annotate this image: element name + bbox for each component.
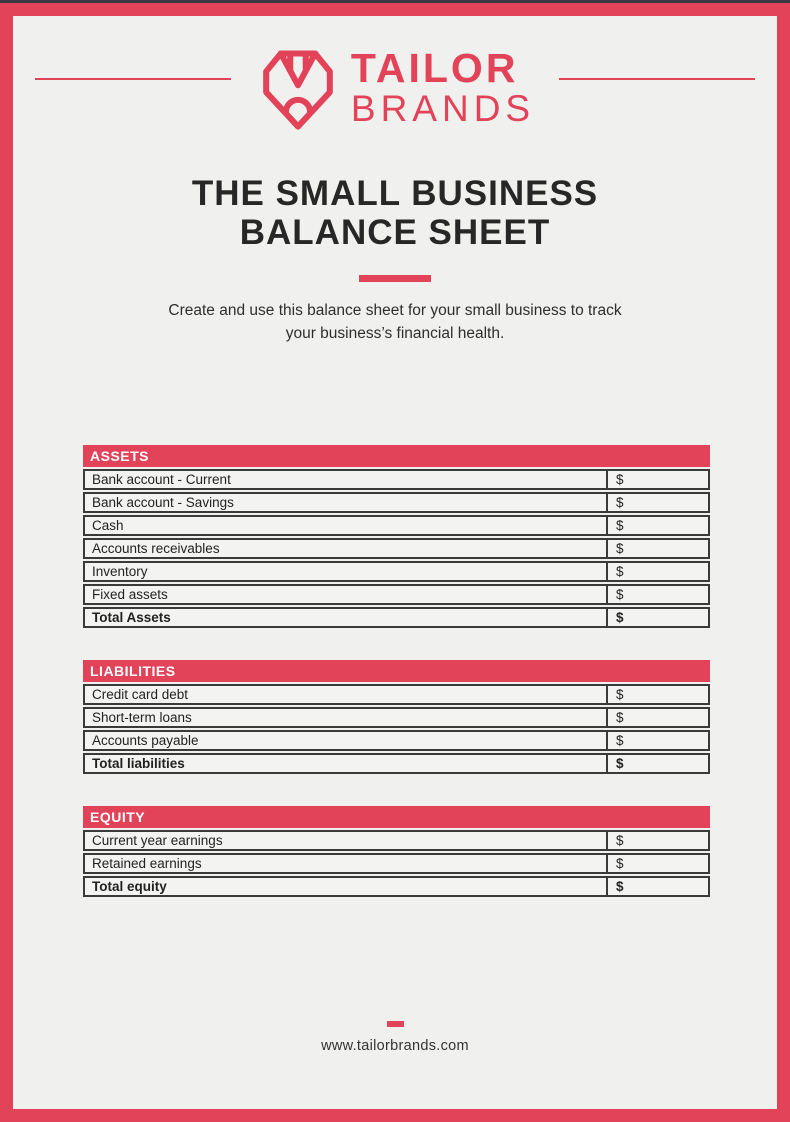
right-rule-line: [559, 78, 755, 80]
intro-line2: your business’s financial health.: [285, 325, 505, 342]
equity-table-header: EQUITY: [83, 806, 710, 828]
row-label: Credit card debt: [83, 684, 606, 705]
footer-divider-bar: [387, 1021, 404, 1027]
row-label: Accounts payable: [83, 730, 606, 751]
row-label: Short-term loans: [83, 707, 606, 728]
title-underline-bar: [359, 275, 431, 282]
table-row: [83, 730, 710, 751]
amount-field[interactable]: $: [606, 853, 710, 874]
heart-gem-icon: [255, 44, 341, 130]
amount-field[interactable]: $: [606, 515, 710, 536]
amount-field[interactable]: $: [606, 830, 710, 851]
total-row: [83, 607, 710, 628]
table-row: [83, 515, 710, 536]
liabilities-table-header: LIABILITIES: [83, 660, 710, 682]
amount-field[interactable]: $: [606, 492, 710, 513]
page-title: [13, 174, 777, 252]
table-row: [83, 684, 710, 705]
equity-table: [83, 804, 710, 899]
row-label: Total Assets: [83, 607, 606, 628]
tailor-brands-logo: [255, 44, 535, 130]
amount-field[interactable]: $: [606, 561, 710, 582]
amount-field[interactable]: $: [606, 584, 710, 605]
row-label: Accounts receivables: [83, 538, 606, 559]
row-label: Retained earnings: [83, 853, 606, 874]
row-label: Bank account - Current: [83, 469, 606, 490]
intro-line1: Create and use this balance sheet for your small business to track: [168, 302, 622, 319]
total-row: [83, 753, 710, 774]
liabilities-table: [83, 658, 710, 776]
table-row: [83, 469, 710, 490]
brand-name-line1: TAILOR: [350, 45, 519, 91]
brand-name: [351, 46, 535, 128]
total-row: [83, 876, 710, 897]
page-title-line1: THE SMALL BUSINESS: [191, 174, 599, 213]
assets-table: [83, 443, 710, 630]
intro-text: [13, 299, 777, 345]
amount-field[interactable]: $: [606, 876, 710, 897]
row-label: Total equity: [83, 876, 606, 897]
brand-header: [13, 44, 777, 130]
row-label: Inventory: [83, 561, 606, 582]
amount-field[interactable]: $: [606, 538, 710, 559]
amount-field[interactable]: $: [606, 684, 710, 705]
table-row: [83, 830, 710, 851]
table-row: [83, 707, 710, 728]
left-rule-line: [35, 78, 231, 80]
row-label: Fixed assets: [83, 584, 606, 605]
row-label: Total liabilities: [83, 753, 606, 774]
assets-table-header: ASSETS: [83, 445, 710, 467]
amount-field[interactable]: $: [606, 469, 710, 490]
amount-field[interactable]: $: [606, 607, 710, 628]
brand-name-line2: BRANDS: [350, 88, 536, 129]
row-label: Bank account - Savings: [83, 492, 606, 513]
table-row: [83, 853, 710, 874]
amount-field[interactable]: $: [606, 753, 710, 774]
table-row: [83, 584, 710, 605]
page-frame: [0, 3, 790, 1122]
row-label: Current year earnings: [83, 830, 606, 851]
row-label: Cash: [83, 515, 606, 536]
page-footer: [13, 1021, 777, 1054]
website-url: www.tailorbrands.com: [321, 1038, 469, 1054]
balance-sheet-tables: [83, 443, 710, 899]
page-title-line2: BALANCE SHEET: [239, 213, 551, 252]
table-row: [83, 538, 710, 559]
table-row: [83, 492, 710, 513]
table-row: [83, 561, 710, 582]
amount-field[interactable]: $: [606, 707, 710, 728]
amount-field[interactable]: $: [606, 730, 710, 751]
